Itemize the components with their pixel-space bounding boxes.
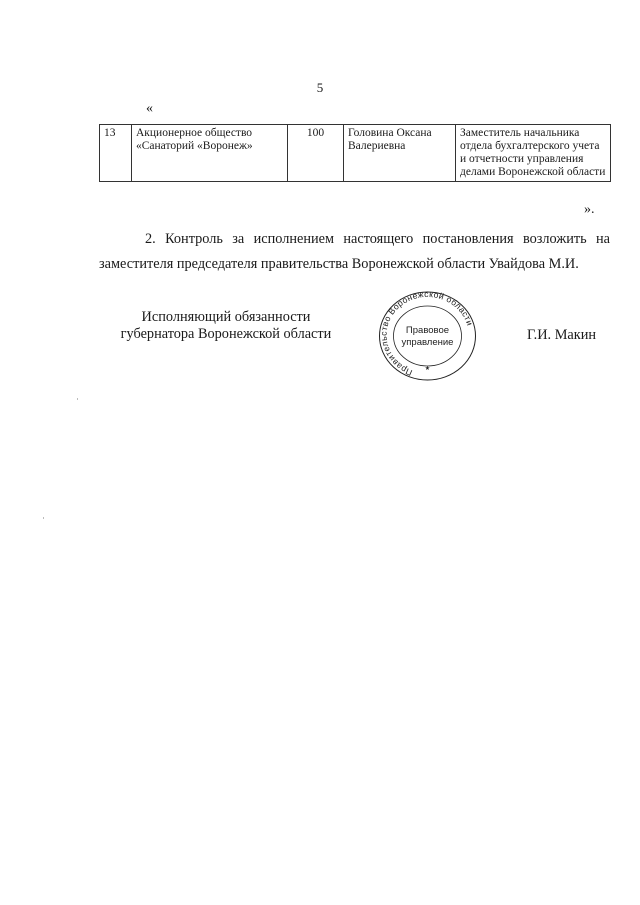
scan-speck [77,398,78,400]
signature-name: Г.И. Макин [527,327,597,343]
official-stamp [370,289,485,384]
signature-title-line1: Исполняющий обязанности [141,309,311,325]
stamp-inner-line2: управление [401,337,454,348]
stamp-ring-text: Правительство Воронежской области [378,289,476,378]
table-row [100,125,611,182]
open-quote: « [146,101,153,116]
stamp-star-icon: ★ [424,366,431,372]
amount-cell: 100 [288,125,344,182]
position-cell: Заместитель начальника отдела бухгалтерского учета и отчетности управления делами Воронежской области [456,125,611,182]
page-number: 5 [316,80,324,95]
close-quote: ». [584,202,595,217]
signature-title [105,309,347,343]
entries-table [99,124,611,182]
stamp-inner-ring [394,306,462,366]
person-cell: Головина Оксана Валериевна [344,125,456,182]
control-paragraph: 2. Контроль за исполнением настоящего постановления возложить на заместителя председателя правительства Воронежской области Увайдова М.И. [99,231,610,272]
stamp-inner-line1: Правовое [405,325,450,336]
scan-speck [43,517,44,519]
organization-cell: Акционерное общество «Санаторий «Воронеж» [132,125,288,182]
signature-title-line2: губернатора Воронежской области [120,326,332,342]
row-number: 13 [100,125,132,182]
